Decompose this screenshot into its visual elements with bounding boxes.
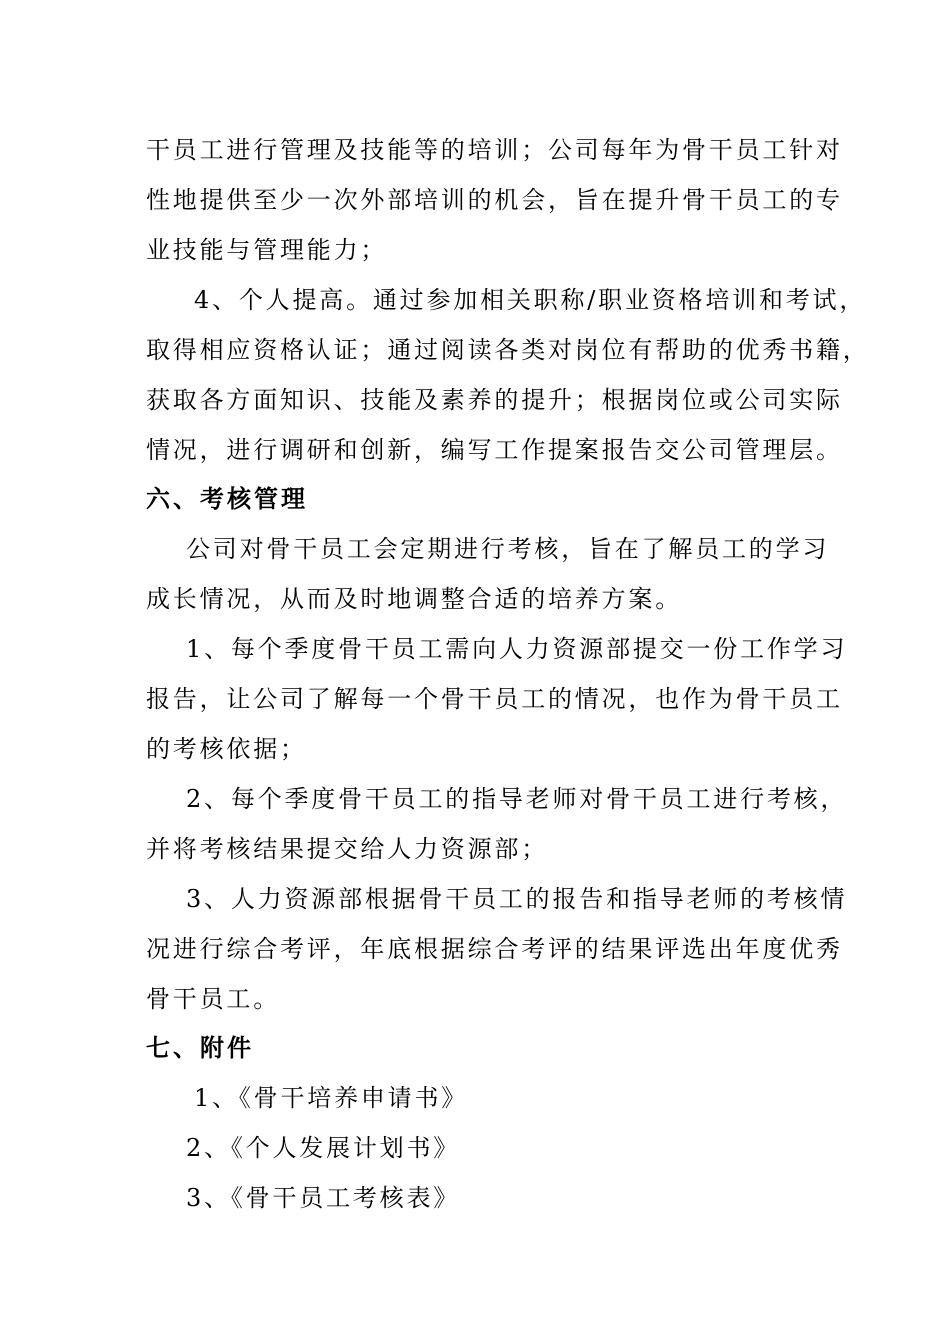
paragraph-line: 业技能与管理能力； [146, 236, 388, 264]
paragraph-line: 况进行综合考评，年底根据综合考评的结果评选出年度优秀 [146, 935, 843, 963]
paragraph-line: 4、个人提高。通过参加相关职称/职业资格培训和考试， [194, 286, 867, 314]
paragraph-line: 骨干员工。 [146, 985, 280, 1013]
section-heading: 七、附件 [146, 1034, 254, 1062]
section-heading: 六、考核管理 [146, 485, 308, 513]
paragraph-line: 的考核依据； [146, 735, 307, 763]
attachment-item: 1、《骨干培养申请书》 [194, 1084, 469, 1112]
attachment-item: 3、《骨干员工考核表》 [186, 1184, 461, 1212]
paragraph-line: 并将考核结果提交给人力资源部； [146, 835, 548, 863]
paragraph-line: 情况，进行调研和创新，编写工作提案报告交公司管理层。 [146, 436, 843, 464]
paragraph-line: 获取各方面知识、技能及素养的提升；根据岗位或公司实际 [146, 386, 843, 414]
paragraph-line: 报告，让公司了解每一个骨干员工的情况，也作为骨干员工 [146, 685, 843, 713]
paragraph-line: 1、每个季度骨干员工需向人力资源部提交一份工作学习 [186, 635, 848, 663]
paragraph-line: 公司对骨干员工会定期进行考核，旨在了解员工的学习 [186, 535, 830, 563]
paragraph-line: 3、人力资源部根据骨干员工的报告和指导老师的考核情 [186, 885, 848, 913]
paragraph-line: 取得相应资格认证；通过阅读各类对岗位有帮助的优秀书籍， [146, 336, 870, 364]
attachment-item: 2、《个人发展计划书》 [186, 1134, 461, 1162]
paragraph-line: 2、每个季度骨干员工的指导老师对骨干员工进行考核， [186, 785, 848, 813]
paragraph-line: 成长情况，从而及时地调整合适的培养方案。 [146, 585, 682, 613]
paragraph-line: 性地提供至少一次外部培训的机会，旨在提升骨干员工的专 [146, 186, 843, 214]
paragraph-line: 干员工进行管理及技能等的培训；公司每年为骨干员工针对 [146, 136, 843, 164]
